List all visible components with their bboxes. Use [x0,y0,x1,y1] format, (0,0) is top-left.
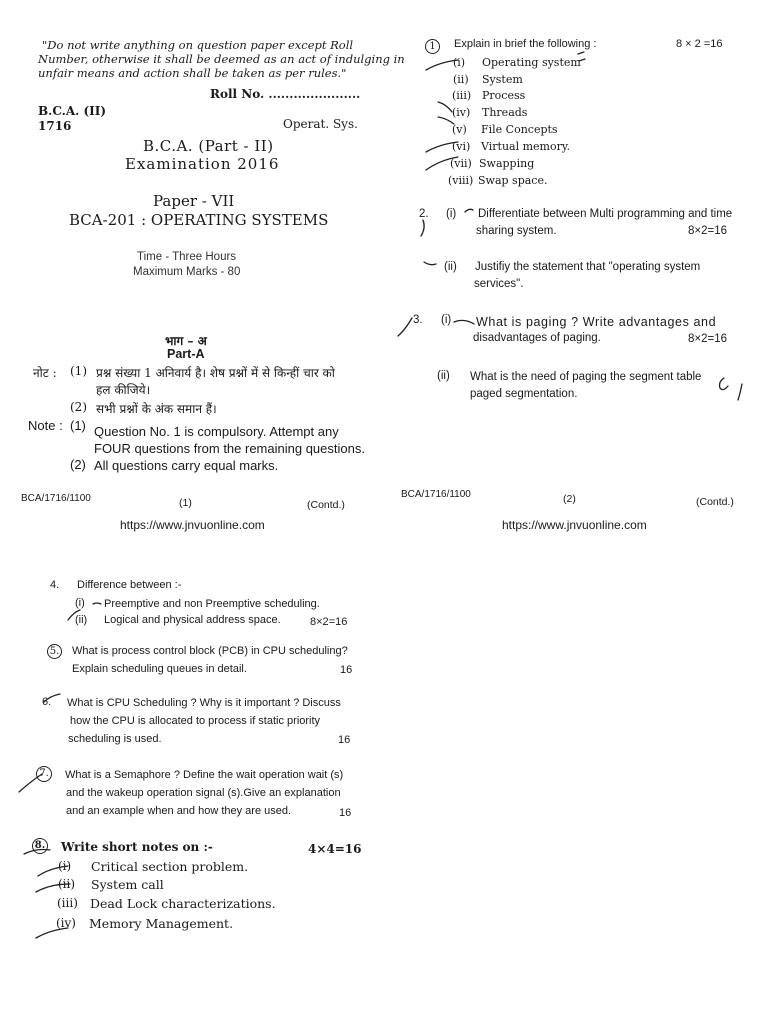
q3-marks: 8×2=16 [688,333,728,345]
exam-title: Examination 2016 [125,155,280,173]
q8-item-text: System call [91,877,164,892]
paper-title: BCA-201 : OPERATING SYSTEMS [69,211,329,229]
q1-item-text: File Concepts [481,123,558,136]
part-label: Part-A [167,347,205,361]
q4-marks: 8×2=16 [310,616,348,628]
note-1b: FOUR questions from the remaining questions. [94,441,365,456]
q7-line-1: What is a Semaphore ? Define the wait operation wait (s) [65,769,344,781]
q6-marks: 16 [338,734,351,746]
q6-line-3: scheduling is used. [68,733,162,745]
q8-marks: 4×4=16 [308,842,362,856]
footer-page-number: (1) [179,497,192,509]
q7-marks: 16 [339,807,352,819]
q1-item-number: (vii) [450,157,472,170]
source-url: https://www.jnvuonline.com [502,518,647,532]
q2-part-ii-line-2: services". [474,278,524,290]
q2-part-i-line-2: sharing system. [476,225,557,237]
subject-short: Operat. Sys. [283,117,358,131]
q4-part-ii-number: (ii) [75,614,88,626]
footer-code: BCA/1716/1100 [21,493,91,504]
q1-item-text: System [482,73,523,86]
course-title: B.C.A. (Part - II) [143,137,274,155]
note-2-number: (2) [70,457,86,472]
q1-item-text: Threads [482,106,528,119]
paper-number: Paper - VII [153,192,235,210]
q6-line-1: What is CPU Scheduling ? Why is it important ? Discuss [67,697,341,709]
paper-code: 1716 [38,119,72,133]
q4-number: 4. [50,579,60,591]
q2-number: 2. [419,208,429,220]
footer-contd: (Contd.) [696,496,734,508]
q5-marks: 16 [340,664,353,676]
note-hindi-2: सभी प्रश्नों के अंक समान हैं। [96,402,217,416]
q1-item-number: (vi) [452,140,471,153]
note-label: Note : [28,418,63,433]
q4-text: Difference between :- [77,579,182,591]
part-label-hindi: भाग – अ [165,334,207,348]
q1-item-number: (ii) [453,73,469,86]
q5-number: 5. [47,644,62,659]
q2-part-ii-number: (ii) [444,261,457,273]
instruction-line-1: "Do not write anything on question paper except Roll [42,38,354,52]
q2-part-i-number: (i) [446,208,457,220]
q3-part-ii-line-2: paged segmentation. [470,388,578,400]
q3-number: 3. [413,314,423,326]
q1-marks: 8 × 2 =16 [676,38,723,50]
source-url: https://www.jnvuonline.com [120,518,265,532]
q3-part-i-line-2: disadvantages of paging. [473,332,601,344]
q6-number: 6. [42,696,52,708]
q4-part-i-number: (i) [75,597,85,609]
roll-no-field: Roll No. ...................... [210,87,361,101]
footer-page-number: (2) [563,493,576,505]
q5-line-2: Explain scheduling queues in detail. [72,663,247,675]
q8-item-text: Critical section problem. [91,859,249,874]
q4-part-i: Preemptive and non Preemptive scheduling. [104,598,320,610]
note-2: All questions carry equal marks. [94,458,279,473]
maximum-marks: Maximum Marks - 80 [133,266,241,278]
footer-contd: (Contd.) [307,499,345,511]
q8-text: Write short notes on :- [61,840,213,854]
instruction-line-3: unfair means and action shall be taken as per rules." [38,66,347,80]
note-1-number: (1) [70,418,86,433]
q1-item-number: (iii) [452,89,472,102]
q8-item-text: Dead Lock characterizations. [90,896,276,911]
q2-marks: 8×2=16 [688,225,728,237]
q8-item-number: (ii) [58,877,76,891]
footer-code: BCA/1716/1100 [401,489,471,500]
note-hindi-2-number: (2) [70,400,87,414]
note-hindi-label: नोट : [33,366,57,380]
q1-item-text: Virtual memory. [481,140,571,153]
q8-item-number: (i) [58,859,72,873]
q2-part-ii-line-1: Justifiy the statement that "operating system [475,261,701,273]
q7-number: 7. [36,766,52,782]
q6-line-2: how the CPU is allocated to process if static priority [70,715,321,727]
q1-item-text: Swapping [479,157,535,170]
time-allowed: Time - Three Hours [137,251,237,263]
q5-line-1: What is process control block (PCB) in CPU scheduling? [72,645,348,657]
q1-item-number: (viii) [448,174,474,187]
q1-item-text: Swap space. [478,174,548,187]
q3-part-ii-line-1: What is the need of paging the segment table [470,371,702,383]
instruction-line-2: Number, otherwise it shall be deemed as an act of indulging in [38,52,405,66]
note-hindi-1-number: (1) [70,364,87,378]
q7-line-3: and an example when and how they are used. [66,805,292,817]
q1-number: 1 [425,39,440,54]
q7-line-2: and the wakeup operation signal (s).Give an explanation [66,787,341,799]
note-1a: Question No. 1 is compulsory. Attempt any [94,424,339,439]
q8-item-number: (iii) [57,896,78,910]
course-short: B.C.A. (II) [38,104,107,118]
q8-item-text: Memory Management. [89,916,234,931]
q1-item-number: (v) [452,123,467,136]
q1-item-text: Process [482,89,526,102]
q4-part-ii: Logical and physical address space. [104,614,281,626]
q1-item-text: Operating system [482,56,581,69]
q3-part-i-line-1: What is paging ? Write advantages and [476,315,717,329]
q1-text: Explain in brief the following : [454,38,597,50]
q1-item-number: (i) [453,56,466,69]
q3-part-ii-number: (ii) [437,370,450,382]
note-hindi-1a: प्रश्न संख्या 1 अनिवार्य है। शेष प्रश्नों में से किन्हीं चार को [96,366,335,380]
q8-number: 8. [32,838,48,854]
q1-item-number: (iv) [452,106,471,119]
q8-item-number: (iv) [56,916,76,930]
q2-part-i-line-1: Differentiate between Multi programming and time [478,208,733,220]
q3-part-i-number: (i) [441,314,452,326]
note-hindi-1b: हल कीजिये। [96,383,151,397]
